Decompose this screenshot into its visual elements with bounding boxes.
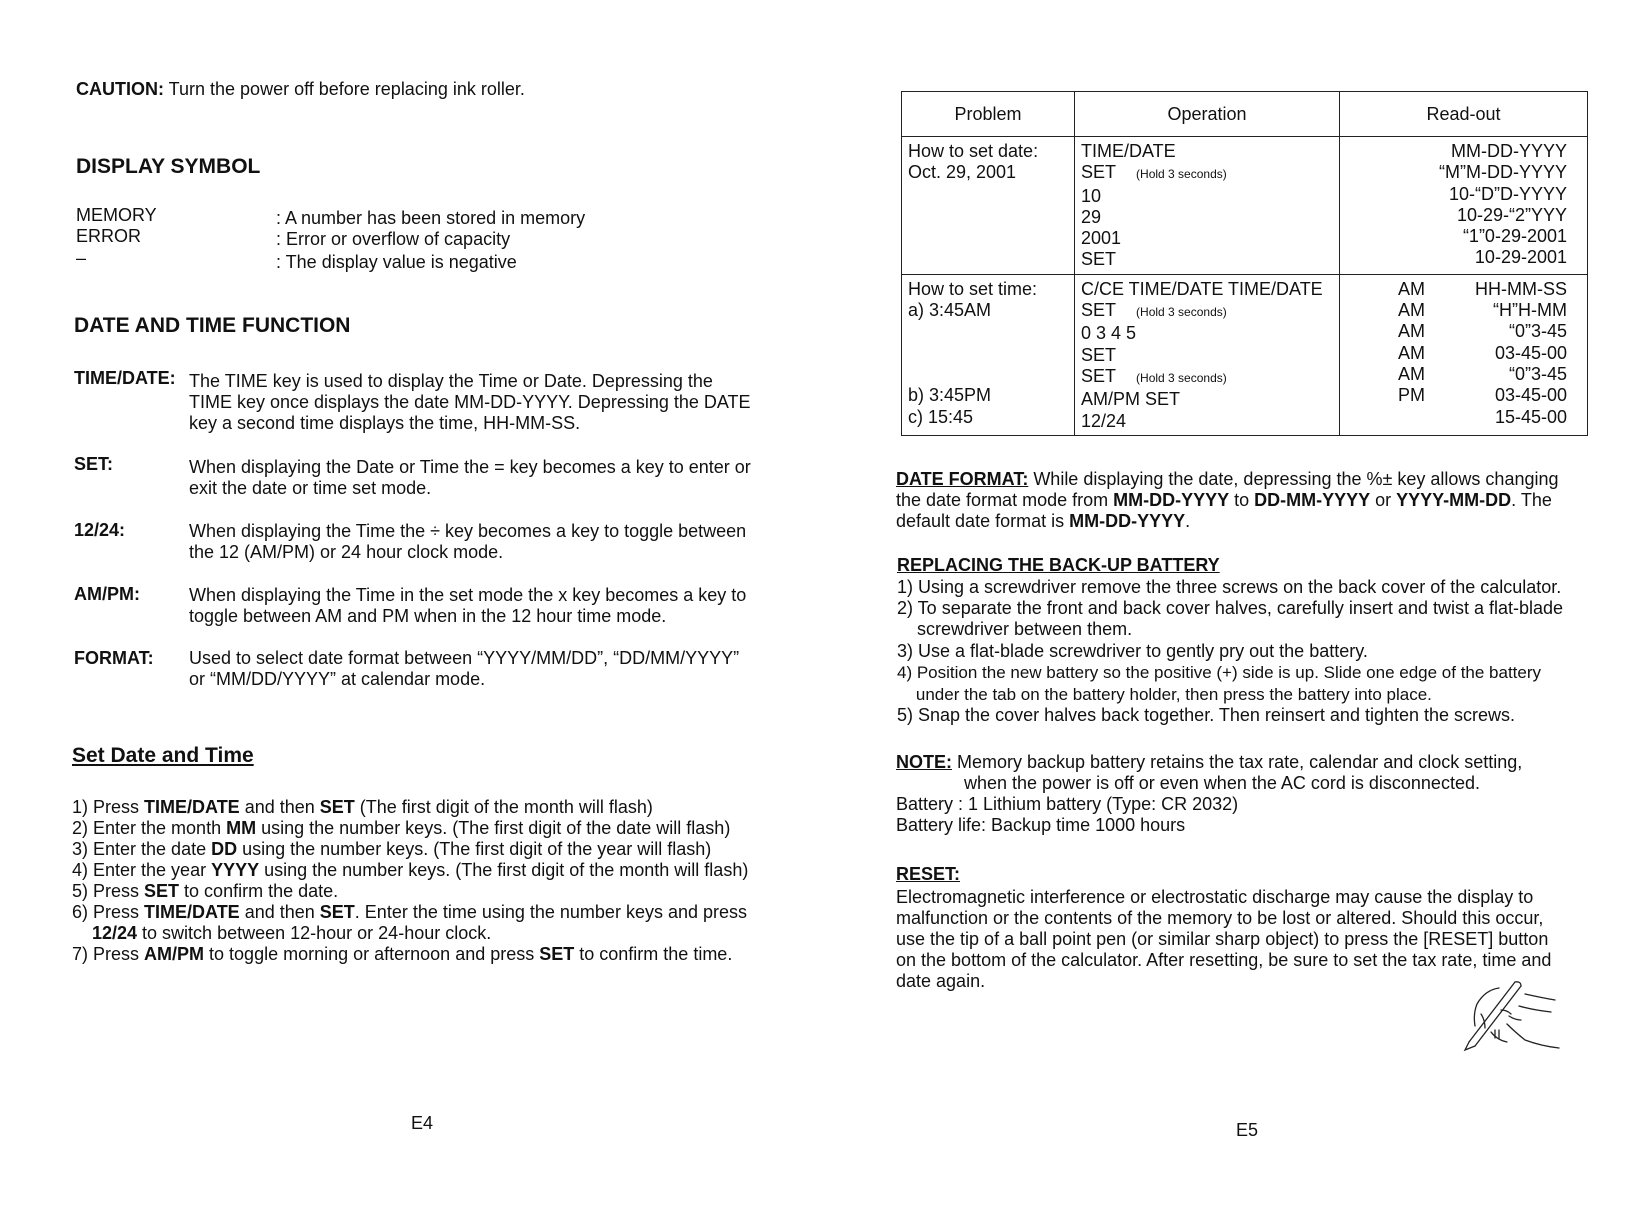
header-operation: Operation xyxy=(1075,92,1340,137)
caution-note xyxy=(76,79,525,100)
date-format-line-1: DATE FORMAT: While displaying the date, depressing the %± key allows changing xyxy=(896,469,1559,489)
table-row-date xyxy=(902,137,1588,275)
step-2: 2) Enter the month MM using the number keys. (The first digit of the date will flash) xyxy=(72,818,731,838)
step-6-cont: 12/24 to switch between 12-hour or 24-hour clock. xyxy=(92,923,492,943)
battery-step: 3) Use a flat-blade screwdriver to gently pry out the battery. xyxy=(897,641,1368,661)
function-label: FORMAT: xyxy=(74,648,154,668)
step-1: 1) Press TIME/DATE and then SET (The first digit of the month will flash) xyxy=(72,797,653,817)
step-3: 3) Enter the date DD using the number keys. (The first digit of the year will flash) xyxy=(72,839,712,859)
date-format-line-3: default date format is MM-DD-YYYY. xyxy=(896,511,1191,531)
function-text: exit the date or time set mode. xyxy=(189,478,432,498)
time-operation-cell: C/CE TIME/DATE TIME/DATE SET (Hold 3 seconds) 0 3 4 5 SET SET (Hold 3 seconds) AM/PM SET 12/24 xyxy=(1075,274,1340,435)
table-row-time xyxy=(902,274,1588,435)
note-battery: Battery : 1 Lithium battery (Type: CR 2032) xyxy=(896,794,1239,814)
step-6: 6) Press TIME/DATE and then SET. Enter the time using the number keys and press xyxy=(72,902,747,922)
function-text: or “MM/DD/YYYY” at calendar mode. xyxy=(189,669,486,689)
function-text: When displaying the Time in the set mode the x key becomes a key to xyxy=(189,585,747,605)
note-battery-life: Battery life: Backup time 1000 hours xyxy=(896,815,1186,835)
date-format-line-2: the date format mode from MM-DD-YYYY to DD-MM-YYYY or YYYY-MM-DD. The xyxy=(896,490,1552,510)
battery-step: 5) Snap the cover halves back together. Then reinsert and tighten the screws. xyxy=(897,705,1516,725)
operation-table xyxy=(901,91,1588,436)
function-text: key a second time displays the time, HH-MM-SS. xyxy=(189,413,581,433)
date-operation-cell: TIME/DATE SET (Hold 3 seconds) 10 29 2001 SET xyxy=(1075,137,1340,275)
reset-text: use the tip of a ball point pen (or similar sharp object) to press the [RESET] button xyxy=(896,929,1549,949)
function-text: The TIME key is used to display the Time or Date. Depressing the xyxy=(189,371,713,391)
function-text: the 12 (AM/PM) or 24 hour clock mode. xyxy=(189,542,504,562)
display-symbol-heading: DISPLAY SYMBOL xyxy=(76,155,261,178)
symbol-name: ERROR xyxy=(76,226,142,246)
symbol-name: MEMORY xyxy=(76,205,157,225)
date-problem-cell: How to set date: Oct. 29, 2001 xyxy=(902,137,1075,275)
function-label: 12/24: xyxy=(74,520,126,540)
step-5: 5) Press SET to confirm the date. xyxy=(72,881,339,901)
battery-step: under the tab on the battery holder, then press the battery into place. xyxy=(897,685,1432,704)
reset-text: on the bottom of the calculator. After resetting, be sure to set the tax rate, time and xyxy=(896,950,1552,970)
caution-text: Turn the power off before replacing ink roller. xyxy=(164,79,525,99)
step-7: 7) Press AM/PM to toggle morning or afternoon and press SET to confirm the time. xyxy=(72,944,733,964)
symbol-desc: : The display value is negative xyxy=(276,252,517,272)
reset-text: date again. xyxy=(896,971,986,991)
reset-text: malfunction or the contents of the memory to be lost or altered. Should this occur, xyxy=(896,908,1544,928)
battery-heading: REPLACING THE BACK-UP BATTERY xyxy=(897,555,1220,575)
function-text: Used to select date format between “YYYY/MM/DD”, “DD/MM/YYYY” xyxy=(189,648,740,668)
hand-pen-icon xyxy=(1455,980,1565,1055)
battery-step: 1) Using a screwdriver remove the three screws on the back cover of the calculator. xyxy=(897,577,1562,597)
function-text: TIME key once displays the date MM-DD-YYYY. Depressing the DATE xyxy=(189,392,751,412)
table-header-row xyxy=(902,92,1588,137)
date-time-heading: DATE AND TIME FUNCTION xyxy=(74,314,351,337)
page-number-left: E4 xyxy=(411,1113,434,1133)
function-label: SET: xyxy=(74,454,114,474)
header-problem: Problem xyxy=(902,92,1075,137)
time-readout-cell: AM HH-MM-SS AM “H”H-MM AM “0”3-45 AM 03-45-00 AM “0”3-45 PM 03-45-00 15-45-00 xyxy=(1340,274,1588,435)
battery-step: 2) To separate the front and back cover halves, carefully insert and twist a flat-blade xyxy=(897,598,1564,618)
reset-text: Electromagnetic interference or electrostatic discharge may cause the display to xyxy=(896,887,1534,907)
function-text: When displaying the Time the ÷ key becomes a key to toggle between xyxy=(189,521,747,541)
symbol-desc: : A number has been stored in memory xyxy=(276,208,586,228)
header-readout: Read-out xyxy=(1340,92,1588,137)
symbol-desc: : Error or overflow of capacity xyxy=(276,229,511,249)
time-problem-cell: How to set time: a) 3:45AM b) 3:45PM c) 15:45 xyxy=(902,274,1075,435)
date-readout-cell: MM-DD-YYYY “M”M-DD-YYYY 10-“D”D-YYYY 10-29-“2”YYY “1”0-29-2001 10-29-2001 xyxy=(1340,137,1588,275)
function-text: When displaying the Date or Time the = key becomes a key to enter or xyxy=(189,457,751,477)
function-label: TIME/DATE: xyxy=(74,368,176,388)
set-date-heading: Set Date and Time xyxy=(72,744,254,767)
caution-label: CAUTION: xyxy=(76,79,164,99)
battery-step: 4) Position the new battery so the positive (+) side is up. Slide one edge of the battery xyxy=(897,663,1542,682)
step-4: 4) Enter the year YYYY using the number keys. (The first digit of the month will flash) xyxy=(72,860,749,880)
function-label: AM/PM: xyxy=(74,584,140,604)
function-text: toggle between AM and PM when in the 12 hour time mode. xyxy=(189,606,667,626)
note-line-2: when the power is off or even when the AC cord is disconnected. xyxy=(964,773,1480,793)
note-line-1: NOTE: Memory backup battery retains the tax rate, calendar and clock setting, xyxy=(896,752,1523,772)
reset-heading: RESET: xyxy=(896,864,961,884)
page-number-right: E5 xyxy=(1236,1120,1259,1140)
battery-step: screwdriver between them. xyxy=(897,619,1133,639)
symbol-name: – xyxy=(76,248,87,268)
